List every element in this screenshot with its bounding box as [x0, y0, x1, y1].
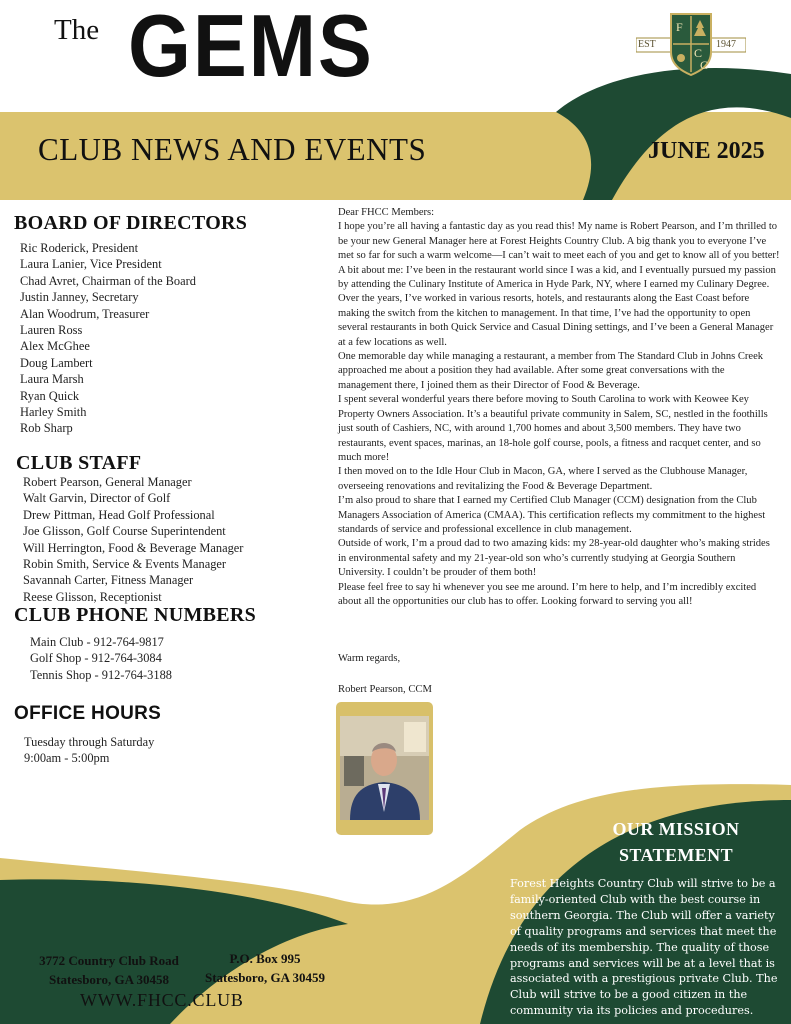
letter-paragraph: One memorable day while managing a restaurant, a member from The Standard Club in Johns Creek approached me about a position they had available. After some great conversations with the management there, I joined them as their Director of Food & Beverage. [338, 351, 764, 391]
board-heading: BOARD OF DIRECTORS [14, 212, 248, 234]
letter-paragraph: A bit about me: I’ve been in the restaurant world since I was a kid, and I eventually pursued my passion by attending the Culinary Institute of America in Hyde Park, NY, where I earned my Culinary Degree. Over the years, I’ve worked in various resorts, hotels, and restaurants along the East Coast before making the switch from the kitchen to management. In that time, I’ve had the opportunity to open several restaurants in both Quick Service and Casual Dining settings, and I’ve been a General Manager at a few locations as well. [338, 264, 776, 348]
logo-letter-c1: C [694, 46, 703, 60]
staff-member: Drew Pittman, Head Golf Professional [23, 507, 215, 522]
mission-heading-line1: OUR MISSION [612, 819, 740, 839]
hours-list [24, 734, 154, 767]
phones-list [30, 634, 172, 683]
address-line2: Statesboro, GA 30458 [48, 972, 169, 987]
staff-member: Joe Glisson, Golf Course Superintendent [23, 524, 226, 539]
footer-po-box [190, 949, 340, 987]
logo-est: EST [638, 39, 656, 50]
phones-heading: CLUB PHONE NUMBERS [14, 604, 257, 626]
banner-title: CLUB NEWS AND EVENTS [38, 131, 427, 167]
board-member: Lauren Ross [20, 323, 83, 338]
phone-line: Golf Shop - 912-764-3084 [30, 651, 162, 666]
issue-date: JUNE 2025 [648, 138, 765, 164]
gm-photo [336, 702, 433, 835]
staff-member: Will Herrington, Food & Beverage Manager [23, 540, 244, 555]
logo-year: 1947 [716, 39, 736, 50]
staff-member: Robert Pearson, General Manager [23, 475, 192, 489]
staff-member: Savannah Carter, Fitness Manager [23, 573, 194, 588]
po-line1: P.O. Box 995 [229, 951, 301, 966]
masthead-gems: GEMS [128, 0, 374, 95]
letter-closing: Warm regards, [338, 653, 401, 664]
letter-paragraph: I spent several wonderful years there before moving to South Carolina to work with Keowee Key Property Owners Association. It’s a beautiful private community in Salem, SC, nestled in the foothills just south of Cashiers, NC, with around 1,700 homes and about 3,500 members. They have two restaurants, event spaces, marinas, an 18-hole golf course, pools, a fitness and racquet center, and so much more! [338, 394, 768, 463]
letter-paragraph: I hope you’re all having a fantastic day as you read this! My name is Robert Pearson, and I’m thrilled to be your new General Manager here at Forest Heights Country Club. A big thank you to everyone I’ve met so far for such a warm welcome—I can’t wait to meet each of you and get to know all of you better! [338, 221, 780, 262]
board-member: Doug Lambert [20, 355, 93, 370]
logo-letter-f: F [676, 20, 683, 34]
staff-heading: CLUB STAFF [16, 452, 142, 474]
board-member: Alex McGhee [20, 339, 90, 354]
board-member: Rob Sharp [20, 421, 73, 436]
letter-paragraph: I then moved on to the Idle Hour Club in Macon, GA, where I served as the Clubhouse Manager, overseeing renovations and revitalizing the Food & Beverage Department. [338, 466, 748, 492]
mission-heading-line2: STATEMENT [619, 845, 733, 865]
board-member: Alan Woodrum, Treasurer [20, 306, 150, 321]
hours-heading: OFFICE HOURS [14, 703, 162, 724]
mission-heading [592, 816, 760, 868]
board-member: Laura Lanier, Vice President [20, 257, 162, 272]
hours-line: 9:00am - 5:00pm [24, 751, 110, 766]
gm-letter [338, 206, 780, 609]
staff-member: Reese Glisson, Receptionist [23, 589, 162, 604]
board-list [20, 240, 196, 437]
board-member: Ryan Quick [20, 388, 80, 403]
po-line2: Statesboro, GA 30459 [204, 970, 325, 985]
staff-member: Robin Smith, Service & Events Manager [23, 557, 227, 572]
staff-list [23, 474, 243, 605]
phone-line: Main Club - 912-764-9817 [30, 635, 164, 649]
staff-member: Walt Garvin, Director of Golf [23, 491, 171, 506]
phone-line: Tennis Shop - 912-764-3188 [30, 667, 172, 682]
hours-line: Tuesday through Saturday [24, 735, 155, 749]
letter-paragraph: Outside of work, I’m a proud dad to two amazing kids: my 28-year-old daughter who’s making strides in environmental safety and my 21-year-old son who’s currently studying at Georgia Southern University. I couldn’t be prouder of them both! [338, 538, 770, 579]
gm-photo-frame [336, 702, 433, 835]
board-member: Justin Janney, Secretary [20, 290, 139, 305]
letter-salutation: Dear FHCC Members: [338, 207, 435, 218]
footer-address [26, 951, 192, 989]
board-member: Harley Smith [20, 405, 87, 420]
masthead-the: The [54, 14, 100, 46]
logo-letter-c2: C [700, 58, 709, 72]
letter-paragraph: I’m also proud to share that I earned my Certified Club Manager (CCM) designation from the Club Managers Association of America (CMAA). This certification reflects my commitment to the highest standards of service and professional excellence in club management. [338, 495, 766, 535]
letter-paragraph: Please feel free to say hi whenever you see me around. I’m here to help, and I’m incredibly excited about all the opportunities our club has to offer. Looking forward to serving you all! [338, 581, 757, 607]
letter-signature: Robert Pearson, CCM [338, 684, 432, 695]
board-member: Ric Roderick, President [20, 241, 139, 255]
website-link[interactable]: WWW.FHCC.CLUB [80, 990, 244, 1010]
mission-text: Forest Heights Country Club will strive to be a family-oriented Club with the best course in southern Georgia. The Club will offer a variety of quality programs and services that meet the needs of its membership. The quality of those programs and services will be at a level that is associated with a prestigious private Club. The Club will strive to be a good citizen in the community via its policies and procedures. [510, 877, 778, 1018]
board-member: Chad Avret, Chairman of the Board [20, 273, 196, 288]
board-member: Laura Marsh [20, 372, 84, 387]
address-line1: 3772 Country Club Road [39, 953, 179, 968]
club-logo [636, 12, 746, 76]
